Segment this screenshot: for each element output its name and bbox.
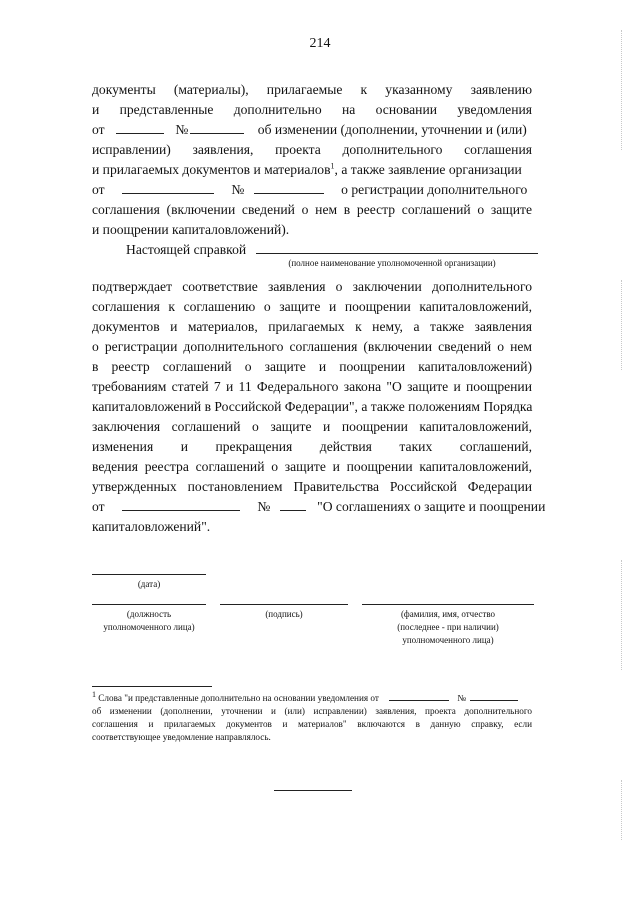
- organization-blank: [256, 241, 538, 254]
- organization-caption: (полное наименование уполномоченной организации): [288, 258, 496, 268]
- caption-line: уполномоченного лица): [402, 635, 494, 645]
- text-fragment: и прилагаемых документов и материалов: [92, 162, 331, 177]
- caption-line: уполномоченного лица): [103, 622, 195, 632]
- text-fragment: от: [92, 122, 105, 137]
- number-blank: [470, 692, 518, 701]
- text-line: изменения и прекращения действия таких соглашений,: [92, 439, 532, 454]
- text-line: документы (материалы), прилагаемые к указанному заявлению: [92, 82, 532, 97]
- position-line: [92, 604, 206, 605]
- margin-mark: [621, 30, 624, 150]
- text-line: документов и материалов, прилагаемых к нему, а также заявления: [92, 319, 532, 334]
- text-line: утвержденных постановлением Правительства Российской Федерации: [92, 479, 532, 494]
- text-line: [92, 497, 546, 517]
- number-blank: [190, 121, 244, 134]
- text-line: о регистрации дополнительного соглашения (включении сведений о нем: [92, 339, 532, 354]
- paragraph-1: [92, 80, 532, 240]
- footnote-line: [92, 689, 532, 705]
- caption-line: (фамилия, имя, отчество: [400, 609, 496, 619]
- text-line: [92, 160, 532, 180]
- signature-caption: (подпись): [265, 609, 303, 619]
- full-name-caption: [362, 608, 534, 647]
- footnote-line: соглашения и прилагаемых документов и материалов" включаются в данную справку, если: [92, 719, 532, 729]
- date-blank: [122, 498, 240, 511]
- footnote-line: соответствующее уведомление направлялось.: [92, 732, 271, 742]
- date-line: [92, 574, 206, 575]
- number-blank: [280, 498, 306, 511]
- text-line: и поощрении капиталовложений).: [92, 222, 290, 237]
- signature-line: [220, 604, 348, 605]
- text-fragment: Настоящей справкой: [126, 242, 247, 257]
- caption-line: (последнее - при наличии): [397, 622, 499, 632]
- text-fragment: от: [92, 499, 105, 514]
- position-caption: [80, 608, 218, 634]
- text-fragment: от: [92, 182, 105, 197]
- footnote-marker: 1: [92, 689, 96, 699]
- date-blank: [116, 121, 164, 134]
- text-fragment: №: [257, 499, 271, 514]
- text-line: [92, 180, 532, 200]
- margin-mark: [621, 780, 624, 840]
- paragraph-2: [92, 277, 546, 537]
- text-line: подтверждает соответствие заявления о заключении дополнительного: [92, 279, 532, 294]
- page-number: 214: [309, 36, 331, 51]
- text-line: и представленные дополнительно на основании уведомления: [92, 102, 532, 117]
- bottom-separator: [274, 790, 352, 791]
- text-line: исправлении) заявления, проекта дополнительного соглашения: [92, 142, 532, 157]
- text-fragment: "О соглашениях о защите и поощрении: [317, 499, 546, 514]
- number-blank: [254, 181, 324, 194]
- text-fragment: №: [231, 182, 245, 197]
- date-blank: [389, 692, 449, 701]
- text-fragment: Слова "и представленные дополнительно на основании уведомления от: [96, 693, 379, 703]
- text-line: требованиям статей 7 и 11 Федерального закона "О защите и поощрении: [92, 379, 532, 394]
- text-line: заключения соглашений о защите и поощрении капиталовложений,: [92, 419, 532, 434]
- text-line: капиталовложений".: [92, 519, 211, 534]
- text-fragment: №: [175, 122, 189, 137]
- full-name-line: [362, 604, 534, 605]
- text-line: ведения реестра соглашений о защите и поощрении капиталовложений,: [92, 459, 532, 474]
- footnote-separator: [92, 686, 212, 687]
- text-fragment: об изменении (дополнении, уточнении и (или): [257, 122, 527, 137]
- date-blank: [122, 181, 214, 194]
- text-line: в реестр соглашений о защите и поощрении капиталовложений): [92, 359, 532, 374]
- footnote: [92, 689, 532, 744]
- text-fragment: о регистрации дополнительного: [341, 182, 528, 197]
- date-caption: (дата): [137, 579, 161, 589]
- footnote-line: об изменении (дополнении, уточнении и (или) исправлении) заявления, проекта дополнительного: [92, 706, 532, 716]
- text-line: капиталовложений в Российской Федерации", а также положениям Порядка: [92, 399, 533, 414]
- text-fragment: , а также заявление организации: [334, 162, 522, 177]
- caption-line: (должность: [126, 609, 172, 619]
- text-line: соглашения к соглашению о защите и поощрении капиталовложений,: [92, 299, 532, 314]
- text-fragment: №: [457, 693, 466, 703]
- footnote-ref: 1: [330, 161, 335, 171]
- text-line: соглашения (включении сведений о нем в реестр соглашений о защите: [92, 202, 532, 217]
- margin-mark: [621, 280, 624, 370]
- margin-mark: [621, 560, 624, 670]
- text-line: [92, 120, 532, 140]
